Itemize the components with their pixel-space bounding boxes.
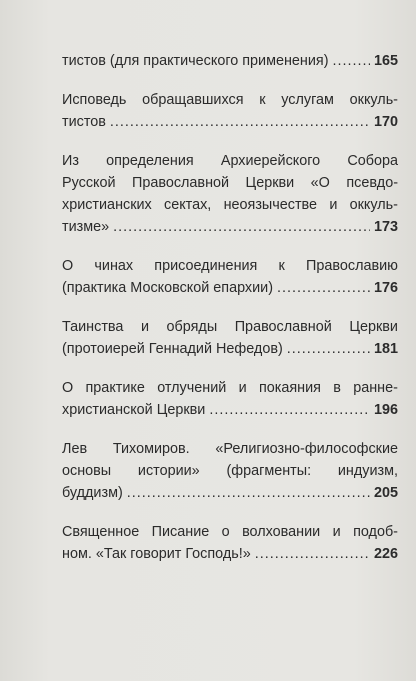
toc-entry-text: основы истории» (фрагменты: индуизм,: [62, 463, 398, 479]
toc-entry-last-line: [62, 482, 398, 504]
toc-entry-text: Лев Тихомиров. «Религиозно-философские: [62, 441, 398, 457]
dot-leader: [255, 546, 370, 560]
toc-entry-last-line: [62, 277, 398, 299]
toc-entry-text: тистов: [62, 114, 106, 130]
toc-entry[interactable]: [62, 438, 398, 504]
toc-entry-text: Из определения Архиерейского Собора: [62, 153, 398, 169]
toc-entry-text: (протоиерей Геннадий Нефедов): [62, 341, 283, 357]
toc-entry-text: Исповедь обращавшихся к услугам оккуль-: [62, 92, 398, 108]
toc-entry-text: ном. «Так говорит Господь!»: [62, 546, 251, 562]
toc-entry-line: [62, 377, 398, 399]
toc-entry[interactable]: [62, 50, 398, 72]
toc-entry-line: [62, 460, 398, 482]
toc-page-number: 226: [373, 546, 398, 562]
toc-entry-line: [62, 255, 398, 277]
dot-leader: [277, 280, 370, 294]
toc-entry-text: тистов (для практического применения): [62, 53, 329, 69]
toc-page-number: 181: [373, 341, 398, 357]
toc-entry[interactable]: [62, 316, 398, 360]
toc-entry-last-line: [62, 338, 398, 360]
toc-entry[interactable]: [62, 89, 398, 133]
toc-page-number: 196: [373, 402, 398, 418]
dot-leader: [209, 402, 370, 416]
toc-page-number: 170: [373, 114, 398, 130]
table-of-contents: [62, 50, 398, 582]
toc-entry-text: О практике отлучений и покаяния в ранне-: [62, 380, 398, 396]
toc-entry-last-line: [62, 399, 398, 421]
toc-entry[interactable]: [62, 521, 398, 565]
toc-entry-text: Священное Писание о волховании и подоб-: [62, 524, 398, 540]
toc-entry-line: [62, 438, 398, 460]
toc-entry-line: [62, 89, 398, 111]
dot-leader: [287, 341, 370, 355]
dot-leader: [113, 219, 370, 233]
toc-page-number: 176: [373, 280, 398, 296]
dot-leader: [110, 114, 370, 128]
toc-entry-line: [62, 316, 398, 338]
toc-entry-text: христианских сектах, неоязычестве и оккуль-: [62, 197, 398, 213]
toc-entry-line: [62, 521, 398, 543]
dot-leader: [127, 485, 370, 499]
toc-entry-last-line: [62, 111, 398, 133]
toc-entry-line: [62, 172, 398, 194]
toc-page-number: 205: [373, 485, 398, 501]
toc-page-number: 173: [373, 219, 398, 235]
toc-entry-last-line: [62, 543, 398, 565]
toc-entry-text: Русской Православной Церкви «О псевдо-: [62, 175, 398, 191]
toc-entry[interactable]: [62, 377, 398, 421]
toc-entry-last-line: [62, 216, 398, 238]
toc-entry-text: (практика Московской епархии): [62, 280, 273, 296]
dot-leader: [333, 53, 370, 67]
toc-entry[interactable]: [62, 150, 398, 238]
toc-entry-text: буддизм): [62, 485, 123, 501]
toc-entry-line: [62, 150, 398, 172]
toc-page-number: 165: [373, 53, 398, 69]
toc-entry-text: христианской Церкви: [62, 402, 206, 418]
toc-entry-text: тизме»: [62, 219, 110, 235]
toc-entry-last-line: [62, 50, 398, 72]
toc-entry[interactable]: [62, 255, 398, 299]
toc-entry-line: [62, 194, 398, 216]
toc-entry-text: Таинства и обряды Православной Церкви: [62, 319, 398, 335]
toc-entry-text: О чинах присоединения к Православию: [62, 258, 398, 274]
